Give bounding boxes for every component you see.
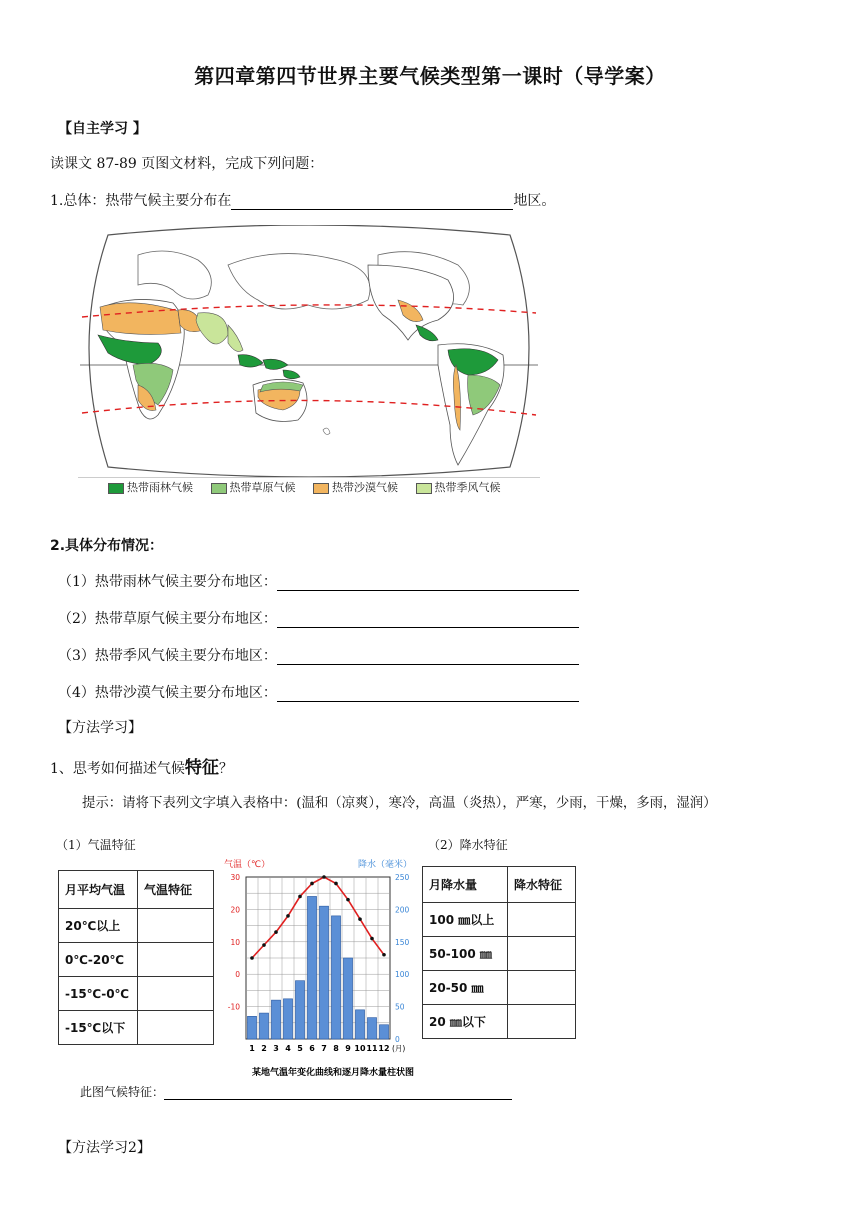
question-2-item-1: （1）热带雨林气候主要分布地区： bbox=[58, 571, 579, 591]
temp-point-8 bbox=[334, 882, 338, 886]
keyword-feature: 特征 bbox=[184, 758, 219, 778]
precip-bar-9 bbox=[343, 958, 352, 1039]
x-tick-label: 4 bbox=[285, 1044, 291, 1053]
answer-blank-1[interactable] bbox=[231, 195, 513, 210]
temp-answer-cell[interactable] bbox=[138, 977, 214, 1011]
precip-row-label: 20 ㎜以下 bbox=[423, 1005, 508, 1039]
temp-feature-table bbox=[58, 870, 214, 1045]
legend-item-rainforest: 热带雨林气候 bbox=[108, 481, 193, 494]
x-tick-label: 11 bbox=[366, 1044, 378, 1053]
temp-point-11 bbox=[370, 937, 374, 941]
temp-row-label: 0℃-20℃ bbox=[59, 943, 138, 977]
legend-item-savanna: 热带草原气候 bbox=[211, 481, 296, 494]
temp-point-4 bbox=[286, 914, 290, 918]
left-tick-label: 30 bbox=[230, 873, 240, 882]
precip-row-label: 20-50 ㎜ bbox=[423, 971, 508, 1005]
answer-blank-climate-feature[interactable] bbox=[164, 1087, 512, 1100]
precip-answer-cell[interactable] bbox=[508, 903, 576, 937]
precip-row-label: 50-100 ㎜ bbox=[423, 937, 508, 971]
legend-item-monsoon: 热带季风气候 bbox=[416, 481, 501, 494]
temp-point-3 bbox=[274, 930, 278, 934]
question-2-item-4: （4）热带沙漠气候主要分布地区： bbox=[58, 682, 579, 702]
x-tick-label: 7 bbox=[321, 1044, 327, 1053]
precip-feature-table bbox=[422, 866, 576, 1039]
temp-point-1 bbox=[250, 956, 254, 960]
temp-answer-cell[interactable] bbox=[138, 1011, 214, 1045]
answer-blank-2-2[interactable] bbox=[277, 613, 579, 628]
precip-row-label: 100 ㎜以上 bbox=[423, 903, 508, 937]
temp-row-label: -15℃-0℃ bbox=[59, 977, 138, 1011]
question-2-title: 2.具体分布情况： bbox=[50, 538, 164, 554]
temp-point-12 bbox=[382, 953, 386, 957]
temp-point-7 bbox=[322, 875, 326, 879]
precip-header-1: 月降水量 bbox=[423, 867, 508, 903]
x-tick-label: 5 bbox=[297, 1044, 303, 1053]
precip-bar-6 bbox=[307, 896, 316, 1039]
chart-title: 某地气温年变化曲线和逐月降水量柱状图 bbox=[251, 1068, 415, 1078]
question-1-suffix: 地区。 bbox=[513, 193, 556, 209]
answer-blank-2-4[interactable] bbox=[277, 687, 579, 702]
climate-chart bbox=[218, 853, 418, 1083]
temp-caption: （1）气温特征 bbox=[56, 838, 136, 852]
temp-point-10 bbox=[358, 917, 362, 921]
precip-bar-7 bbox=[319, 906, 328, 1039]
climate-chart-svg bbox=[218, 853, 418, 1083]
precip-bar-3 bbox=[271, 1000, 280, 1039]
precip-bar-1 bbox=[247, 1016, 256, 1039]
temp-answer-cell[interactable] bbox=[138, 909, 214, 943]
right-tick-label: 100 bbox=[395, 970, 410, 980]
chart-right-axis-title: 降水（毫米） bbox=[358, 860, 413, 870]
precip-bar-12 bbox=[379, 1025, 388, 1039]
right-tick-label: 250 bbox=[395, 873, 410, 882]
temp-row-label: 20℃以上 bbox=[59, 909, 138, 943]
x-tick-label: 3 bbox=[273, 1044, 279, 1053]
question-2-item-3: （3）热带季风气候主要分布地区： bbox=[58, 645, 579, 665]
precip-bar-2 bbox=[259, 1013, 268, 1039]
x-unit-label: (月) bbox=[392, 1044, 406, 1053]
temp-point-9 bbox=[346, 898, 350, 902]
question-1-prefix: 1.总体：热带气候主要分布在 bbox=[50, 193, 232, 209]
precip-caption: （2）降水特征 bbox=[428, 838, 508, 852]
x-tick-label: 1 bbox=[249, 1044, 255, 1053]
precip-bar-8 bbox=[331, 916, 340, 1039]
right-tick-label: 150 bbox=[395, 937, 410, 947]
precip-bar-10 bbox=[355, 1010, 364, 1039]
intro-text: 读课文 87-89 页图文材料，完成下列问题： bbox=[50, 156, 324, 172]
precip-bar-4 bbox=[283, 999, 292, 1039]
left-tick-label: 0 bbox=[235, 970, 240, 980]
right-tick-label: 200 bbox=[395, 905, 410, 915]
section-method-2: 【方法学习2】 bbox=[58, 1140, 151, 1156]
precip-answer-cell[interactable] bbox=[508, 937, 576, 971]
right-tick-label: 0 bbox=[395, 1035, 400, 1044]
x-tick-label: 12 bbox=[378, 1044, 390, 1053]
answer-blank-2-1[interactable] bbox=[277, 576, 579, 591]
world-map-graphic bbox=[78, 225, 540, 503]
temp-point-5 bbox=[298, 895, 302, 899]
temp-header-2: 气温特征 bbox=[138, 871, 214, 909]
precip-bar-5 bbox=[295, 981, 304, 1039]
left-tick-label: 20 bbox=[230, 905, 240, 915]
section-self-study: 【自主学习 】 bbox=[58, 121, 147, 137]
map-legend bbox=[108, 479, 501, 495]
left-tick-label: -10 bbox=[227, 1002, 240, 1012]
right-tick-label: 50 bbox=[395, 1002, 405, 1012]
temp-point-6 bbox=[310, 882, 314, 886]
section-method: 【方法学习】 bbox=[58, 720, 142, 736]
question-1 bbox=[50, 190, 555, 210]
x-tick-label: 9 bbox=[345, 1044, 351, 1053]
x-tick-label: 2 bbox=[261, 1044, 267, 1053]
answer-blank-2-3[interactable] bbox=[277, 650, 579, 665]
x-tick-label: 6 bbox=[309, 1044, 315, 1053]
legend-item-desert: 热带沙漠气候 bbox=[313, 481, 398, 494]
temp-answer-cell[interactable] bbox=[138, 943, 214, 977]
temp-point-2 bbox=[262, 943, 266, 947]
chart-left-axis-title: 气温（℃） bbox=[224, 860, 271, 870]
precip-answer-cell[interactable] bbox=[508, 1005, 576, 1039]
hint-text: 提示：请将下表列文字填入表格中：(温和（凉爽），寒冷，高温（炎热），严寒，少雨，干燥，多雨，湿润） bbox=[82, 796, 717, 811]
tropical-climate-map bbox=[78, 225, 540, 503]
page-title: 第四章第四节世界主要气候类型第一课时（导学案） bbox=[194, 64, 666, 88]
question-2-item-2: （2）热带草原气候主要分布地区： bbox=[58, 608, 579, 628]
left-tick-label: 10 bbox=[230, 937, 240, 947]
precip-answer-cell[interactable] bbox=[508, 971, 576, 1005]
temp-header-1: 月平均气温 bbox=[59, 871, 138, 909]
x-tick-label: 10 bbox=[354, 1044, 366, 1053]
precip-header-2: 降水特征 bbox=[508, 867, 576, 903]
temp-row-label: -15℃以下 bbox=[59, 1011, 138, 1045]
climate-feature-line: 此图气候特征： bbox=[80, 1083, 512, 1100]
x-tick-label: 8 bbox=[333, 1044, 339, 1053]
precip-bar-11 bbox=[367, 1018, 376, 1039]
method-question: 1、思考如何描述气候特征？ bbox=[50, 758, 233, 778]
